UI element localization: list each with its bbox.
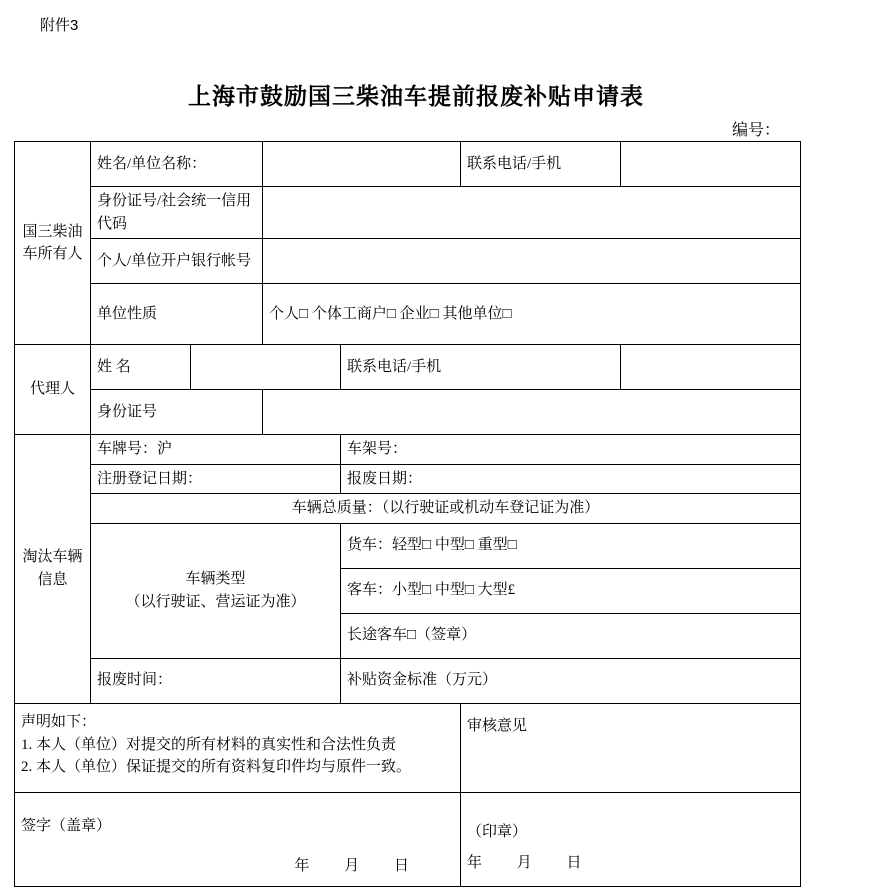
review-seal-label: （印章） bbox=[467, 824, 528, 841]
agent-section-label: 代理人 bbox=[15, 345, 91, 435]
owner-unit-type-label: 单位性质 bbox=[91, 284, 263, 345]
vehicle-total-mass-label[interactable]: 车辆总质量：（以行驶证或机动车登记证为准） bbox=[91, 494, 801, 524]
owner-unit-type-options[interactable]: 个人□ 个体工商户□ 企业□ 其他单位□ bbox=[263, 284, 801, 345]
table-row-vehicle-dates bbox=[15, 464, 801, 494]
owner-bank-value[interactable] bbox=[263, 239, 801, 284]
table-row-vehicle-subsidy bbox=[15, 658, 801, 703]
declaration-dateline bbox=[21, 855, 454, 878]
page-title: 上海市鼓励国三柴油车提前报废补贴申请表 bbox=[188, 83, 644, 109]
agent-id-value[interactable] bbox=[263, 390, 801, 435]
vehicle-register-date-label[interactable]: 注册登记日期： bbox=[91, 464, 341, 494]
vehicle-scrap-time-label[interactable]: 报废时间： bbox=[91, 658, 341, 703]
declaration-item-1: 1. 本人（单位）对提交的所有材料的真实性和合法性负责 bbox=[21, 736, 397, 753]
agent-name-label: 姓 名 bbox=[91, 345, 191, 390]
vehicle-type-label-line2: （以行驶证、营运证为准） bbox=[125, 593, 306, 610]
vehicle-section-label: 淘汰车辆信息 bbox=[15, 435, 91, 704]
application-form-table bbox=[14, 141, 801, 887]
review-heading: 审核意见 bbox=[467, 717, 528, 734]
table-row-owner-id bbox=[15, 187, 801, 239]
declaration-heading: 声明如下： bbox=[21, 714, 97, 731]
table-row-owner-unit-type bbox=[15, 284, 801, 345]
agent-name-value[interactable] bbox=[191, 345, 341, 390]
agent-phone-label: 联系电话/手机 bbox=[341, 345, 621, 390]
vehicle-type-label-line1: 车辆类型 bbox=[185, 571, 246, 587]
owner-bank-label: 个人/单位开户银行帐号 bbox=[91, 239, 263, 284]
vehicle-bus-options[interactable]: 客车：小型□ 中型□ 大型£ bbox=[341, 568, 801, 613]
review-month: 月 bbox=[516, 854, 532, 871]
review-year: 年 bbox=[467, 854, 483, 871]
agent-id-label: 身份证号 bbox=[91, 390, 263, 435]
serial-number-label: 编号： bbox=[731, 122, 780, 139]
vehicle-vin-label[interactable]: 车架号： bbox=[341, 435, 801, 465]
table-row-declaration bbox=[15, 703, 801, 886]
table-row-agent-name bbox=[15, 345, 801, 390]
vehicle-truck-options[interactable]: 货车：轻型□ 中型□ 重型□ bbox=[341, 523, 801, 568]
owner-name-value[interactable] bbox=[263, 142, 461, 187]
owner-id-label: 身份证号/社会统一信用代码 bbox=[91, 187, 263, 239]
review-cell bbox=[461, 703, 801, 886]
owner-section-label: 国三柴油车所有人 bbox=[15, 142, 91, 345]
vehicle-subsidy-label[interactable]: 补贴资金标准（万元） bbox=[341, 658, 801, 703]
declaration-day: 日 bbox=[394, 858, 410, 875]
table-row-owner-name bbox=[15, 142, 801, 187]
vehicle-scrap-date-label[interactable]: 报废日期： bbox=[341, 464, 801, 494]
table-row-vehicle-type-truck bbox=[15, 523, 801, 568]
declaration-cell bbox=[15, 703, 461, 886]
review-dateline bbox=[467, 852, 794, 875]
owner-name-label: 姓名/单位名称： bbox=[91, 142, 263, 187]
declaration-item-2: 2. 本人（单位）保证提交的所有资料复印件均与原件一致。 bbox=[21, 759, 412, 776]
vehicle-plate-label[interactable]: 车牌号：沪 bbox=[91, 435, 341, 465]
table-row-agent-id bbox=[15, 390, 801, 435]
attachment-label: 附件3 bbox=[40, 17, 79, 34]
vehicle-coach-options[interactable]: 长途客车□（签章） bbox=[341, 613, 801, 658]
agent-phone-value[interactable] bbox=[621, 345, 801, 390]
declaration-month: 月 bbox=[344, 858, 360, 875]
declaration-signature-label[interactable]: 签字（盖章） bbox=[21, 817, 112, 834]
table-row-vehicle-mass bbox=[15, 494, 801, 524]
review-day: 日 bbox=[566, 854, 582, 871]
declaration-year: 年 bbox=[294, 858, 310, 875]
owner-phone-label: 联系电话/手机 bbox=[461, 142, 621, 187]
bottom-divider bbox=[14, 792, 800, 793]
vehicle-type-label bbox=[91, 523, 341, 658]
owner-phone-value[interactable] bbox=[621, 142, 801, 187]
table-row-owner-bank bbox=[15, 239, 801, 284]
owner-id-value[interactable] bbox=[263, 187, 801, 239]
table-row-vehicle-plate bbox=[15, 435, 801, 465]
